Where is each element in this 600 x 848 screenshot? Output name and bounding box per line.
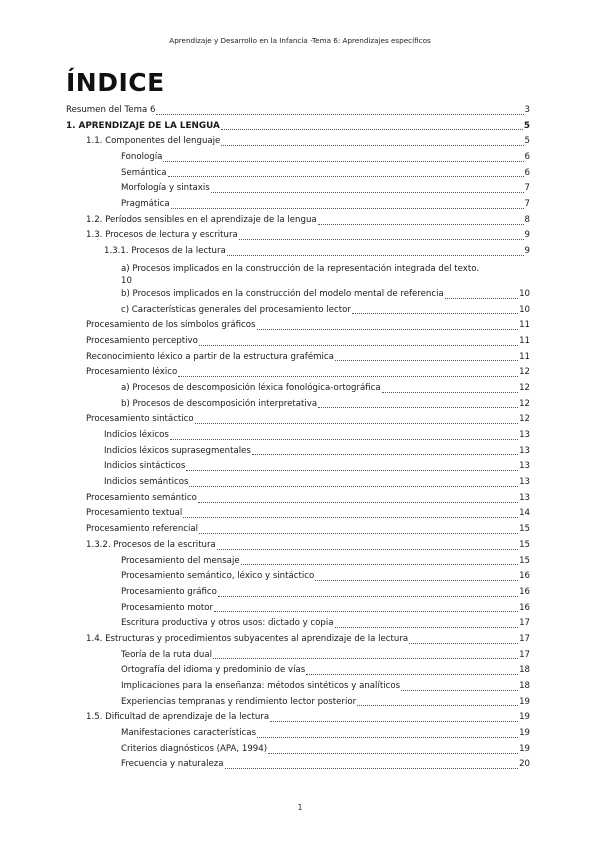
toc-entry[interactable] bbox=[66, 260, 530, 287]
dot-leader bbox=[213, 658, 518, 659]
dot-leader bbox=[199, 533, 518, 534]
toc-entry-page: 19 bbox=[519, 743, 530, 754]
toc-entry-page: 17 bbox=[519, 649, 530, 660]
toc-entry-label: 1.5. Dificultad de aprendizaje de la lectura bbox=[86, 712, 270, 723]
toc-entry-page: 19 bbox=[519, 712, 530, 723]
toc-entry-page: 15 bbox=[519, 539, 530, 550]
dot-leader bbox=[382, 392, 518, 393]
toc-entry-label: Procesamiento referencial bbox=[86, 524, 199, 535]
dot-leader bbox=[163, 161, 523, 162]
toc-entry-label: 1.3.2. Procesos de la escritura bbox=[86, 539, 216, 550]
toc-entry-page: 19 bbox=[519, 728, 530, 739]
toc-entry-label: Teoría de la ruta dual bbox=[121, 649, 213, 660]
dot-leader bbox=[156, 114, 523, 115]
toc-entry[interactable] bbox=[66, 166, 530, 182]
toc-entry-label: b) Procesos de descomposición interpretativa bbox=[121, 398, 318, 409]
toc-entry[interactable] bbox=[66, 459, 530, 475]
toc-entry-page: 18 bbox=[519, 681, 530, 692]
dot-leader bbox=[199, 345, 518, 346]
dot-leader bbox=[335, 627, 519, 628]
toc-entry-label: Procesamiento perceptivo bbox=[86, 335, 198, 346]
toc-entry[interactable] bbox=[66, 758, 530, 774]
dot-leader bbox=[357, 705, 518, 706]
toc-entry[interactable] bbox=[66, 318, 530, 334]
toc-entry-label: Indicios sintácticos bbox=[104, 461, 186, 472]
toc-entry-label: Pragmática bbox=[121, 199, 170, 210]
toc-entry[interactable] bbox=[66, 444, 530, 460]
toc-entry[interactable] bbox=[66, 632, 530, 648]
toc-entry-page: 6 bbox=[524, 167, 530, 178]
toc-entry-page: 12 bbox=[519, 367, 530, 378]
toc-entry[interactable] bbox=[66, 365, 530, 381]
toc-entry-label: Procesamiento sintáctico bbox=[86, 414, 194, 425]
toc-entry[interactable] bbox=[66, 229, 530, 245]
toc-entry-page: 18 bbox=[519, 665, 530, 676]
dot-leader bbox=[445, 298, 518, 299]
toc-entry[interactable] bbox=[66, 554, 530, 570]
toc-entry-page: 7 bbox=[524, 183, 530, 194]
toc-entry[interactable] bbox=[66, 303, 530, 319]
toc-entry[interactable] bbox=[66, 134, 530, 150]
toc-entry-page: 5 bbox=[523, 120, 530, 131]
toc-entry-label: Ortografía del idioma y predominio de vías bbox=[121, 665, 306, 676]
page-number: 1 bbox=[297, 803, 303, 812]
toc-entry[interactable] bbox=[66, 695, 530, 711]
toc-entry-page: 11 bbox=[519, 320, 530, 331]
page-title: ÍNDICE bbox=[66, 68, 165, 97]
dot-leader bbox=[225, 768, 519, 769]
toc-entry-label: a) Procesos de descomposición léxica fonológica-ortográfica bbox=[121, 382, 381, 393]
toc-entry-label: Procesamiento gráfico bbox=[121, 586, 217, 597]
toc-entry-page: 12 bbox=[519, 414, 530, 425]
toc-entry-page: 13 bbox=[519, 477, 530, 488]
dot-leader bbox=[315, 580, 518, 581]
toc-entry-label: Fonología bbox=[121, 152, 163, 163]
dot-leader bbox=[239, 239, 524, 240]
toc-entry[interactable] bbox=[66, 538, 530, 554]
dot-leader bbox=[306, 674, 518, 675]
toc-entry[interactable] bbox=[66, 585, 530, 601]
toc-entry[interactable] bbox=[66, 601, 530, 617]
dot-leader bbox=[198, 502, 518, 503]
toc-entry[interactable] bbox=[66, 412, 530, 428]
dot-leader bbox=[252, 454, 518, 455]
toc-entry[interactable] bbox=[66, 213, 530, 229]
toc-entry-label: Semántica bbox=[121, 167, 167, 178]
dot-leader bbox=[318, 407, 518, 408]
toc-entry[interactable] bbox=[66, 334, 530, 350]
toc-entry-page: 15 bbox=[519, 524, 530, 535]
toc-entry-page: 13 bbox=[519, 445, 530, 456]
toc-entry-label: Criterios diagnósticos (APA, 1994) bbox=[121, 743, 268, 754]
toc-entry[interactable] bbox=[66, 726, 530, 742]
toc-entry-label: Reconocimiento léxico a partir de la estructura grafémica bbox=[86, 351, 334, 362]
dot-leader bbox=[214, 611, 518, 612]
toc-entry-page: 13 bbox=[519, 430, 530, 441]
toc-entry-label: 1.4. Estructuras y procedimientos subyacentes al aprendizaje de la lectura bbox=[86, 633, 409, 644]
dot-leader bbox=[178, 376, 518, 377]
toc-entry[interactable] bbox=[66, 103, 530, 119]
toc-entry-label: b) Procesos implicados en la construcción del modelo mental de referencia bbox=[121, 288, 444, 299]
toc-entry-label: Indicios léxicos suprasegmentales bbox=[104, 445, 251, 456]
toc-entry[interactable] bbox=[66, 742, 530, 758]
toc-entry[interactable] bbox=[66, 663, 530, 679]
toc-entry[interactable] bbox=[66, 287, 530, 303]
toc-entry-label: 1.2. Períodos sensibles en el aprendizaje de la lengua bbox=[86, 214, 317, 225]
dot-leader bbox=[401, 690, 518, 691]
dot-leader bbox=[268, 753, 518, 754]
toc-entry-label: Resumen del Tema 6 bbox=[66, 104, 156, 115]
toc-entry-page: 10 bbox=[519, 288, 530, 299]
dot-leader bbox=[221, 145, 523, 146]
table-of-contents bbox=[66, 103, 530, 773]
toc-entry-label: Procesamiento del mensaje bbox=[121, 555, 240, 566]
toc-entry-label: Procesamiento semántico, léxico y sintáctico bbox=[121, 571, 315, 582]
toc-entry-label: Indicios semánticos bbox=[104, 477, 189, 488]
toc-entry-page: 13 bbox=[519, 461, 530, 472]
toc-entry[interactable] bbox=[66, 710, 530, 726]
toc-entry-label: Manifestaciones características bbox=[121, 728, 257, 739]
dot-leader bbox=[227, 255, 524, 256]
toc-entry[interactable] bbox=[66, 428, 530, 444]
toc-entry[interactable] bbox=[66, 197, 530, 213]
toc-entry-label: Frecuencia y naturaleza bbox=[121, 759, 224, 770]
toc-entry[interactable] bbox=[66, 475, 530, 491]
toc-entry[interactable] bbox=[66, 350, 530, 366]
toc-entry-page: 16 bbox=[519, 602, 530, 613]
toc-entry-page: 17 bbox=[519, 633, 530, 644]
dot-leader bbox=[218, 596, 518, 597]
toc-entry-page: 14 bbox=[519, 508, 530, 519]
toc-entry-label: 1.3.1. Procesos de la lectura bbox=[104, 246, 226, 257]
toc-entry-page: 11 bbox=[519, 351, 530, 362]
toc-entry-page: 7 bbox=[524, 199, 530, 210]
toc-entry-label: 1.1. Componentes del lenguaje bbox=[86, 136, 221, 147]
dot-leader bbox=[335, 360, 518, 361]
toc-entry-page: 15 bbox=[519, 555, 530, 566]
dot-leader bbox=[257, 737, 518, 738]
toc-entry-page: 9 bbox=[524, 246, 530, 257]
toc-entry-page: 12 bbox=[519, 398, 530, 409]
toc-entry[interactable] bbox=[66, 679, 530, 695]
dot-leader bbox=[168, 176, 524, 177]
toc-entry-label: Procesamiento textual bbox=[86, 508, 183, 519]
toc-entry[interactable] bbox=[66, 181, 530, 197]
toc-entry[interactable] bbox=[66, 397, 530, 413]
toc-entry-page: 5 bbox=[524, 136, 530, 147]
toc-entry[interactable] bbox=[66, 491, 530, 507]
dot-leader bbox=[217, 549, 518, 550]
toc-entry-label: Procesamiento léxico bbox=[86, 367, 178, 378]
toc-entry-page: 11 bbox=[519, 335, 530, 346]
toc-entry-page: 19 bbox=[519, 696, 530, 707]
toc-entry-page: 17 bbox=[519, 618, 530, 629]
toc-entry-page: 3 bbox=[524, 104, 530, 115]
toc-entry-label: Procesamiento de los símbolos gráficos bbox=[86, 320, 256, 331]
dot-leader bbox=[270, 721, 518, 722]
dot-leader bbox=[195, 423, 518, 424]
dot-leader bbox=[189, 486, 518, 487]
toc-entry-page: 10 bbox=[519, 304, 530, 315]
dot-leader bbox=[171, 208, 524, 209]
toc-entry-page: 13 bbox=[519, 492, 530, 503]
toc-entry-label: a) Procesos implicados en la construcción de la representación integrada del texto. bbox=[121, 263, 480, 274]
toc-entry-label: Implicaciones para la enseñanza: métodos sintéticos y analíticos bbox=[121, 681, 401, 692]
toc-entry-page: 6 bbox=[524, 152, 530, 163]
toc-entry-page: 9 bbox=[524, 230, 530, 241]
toc-entry-page: 20 bbox=[519, 759, 530, 770]
running-header: Aprendizaje y Desarrollo en la Infancia -Tema 6: Aprendizajes específicos bbox=[169, 36, 431, 45]
toc-entry-label: Morfología y sintaxis bbox=[121, 183, 210, 194]
toc-entry-page: 10 bbox=[121, 275, 132, 286]
toc-entry-label: Procesamiento semántico bbox=[86, 492, 197, 503]
toc-entry-label: 1.3. Procesos de lectura y escritura bbox=[86, 230, 238, 241]
toc-entry[interactable] bbox=[66, 119, 530, 135]
toc-entry-label: Escritura productiva y otros usos: dictado y copia bbox=[121, 618, 334, 629]
toc-entry-page: 8 bbox=[524, 214, 530, 225]
dot-leader bbox=[186, 470, 518, 471]
dot-leader bbox=[318, 224, 524, 225]
toc-entry-page: 12 bbox=[519, 382, 530, 393]
toc-entry[interactable] bbox=[66, 616, 530, 632]
toc-entry-label: Indicios léxicos bbox=[104, 430, 169, 441]
toc-entry[interactable] bbox=[66, 507, 530, 523]
dot-leader bbox=[257, 329, 519, 330]
dot-leader bbox=[211, 192, 524, 193]
toc-entry[interactable] bbox=[66, 648, 530, 664]
toc-entry-page: 16 bbox=[519, 586, 530, 597]
toc-entry-label: Procesamiento motor bbox=[121, 602, 214, 613]
toc-entry-label: Experiencias tempranas y rendimiento lector posterior bbox=[121, 696, 357, 707]
dot-leader bbox=[170, 439, 518, 440]
toc-entry[interactable] bbox=[66, 150, 530, 166]
toc-entry[interactable] bbox=[66, 569, 530, 585]
toc-entry-page: 16 bbox=[519, 571, 530, 582]
toc-entry[interactable] bbox=[66, 522, 530, 538]
toc-entry[interactable] bbox=[66, 381, 530, 397]
dot-leader bbox=[221, 129, 523, 130]
dot-leader bbox=[409, 643, 518, 644]
dot-leader bbox=[352, 313, 518, 314]
toc-entry[interactable] bbox=[66, 244, 530, 260]
toc-entry-label: 1. APRENDIZAJE DE LA LENGUA bbox=[66, 120, 220, 131]
dot-leader bbox=[183, 517, 518, 518]
dot-leader bbox=[241, 564, 518, 565]
toc-entry-label: c) Características generales del procesamiento lector bbox=[121, 304, 351, 315]
